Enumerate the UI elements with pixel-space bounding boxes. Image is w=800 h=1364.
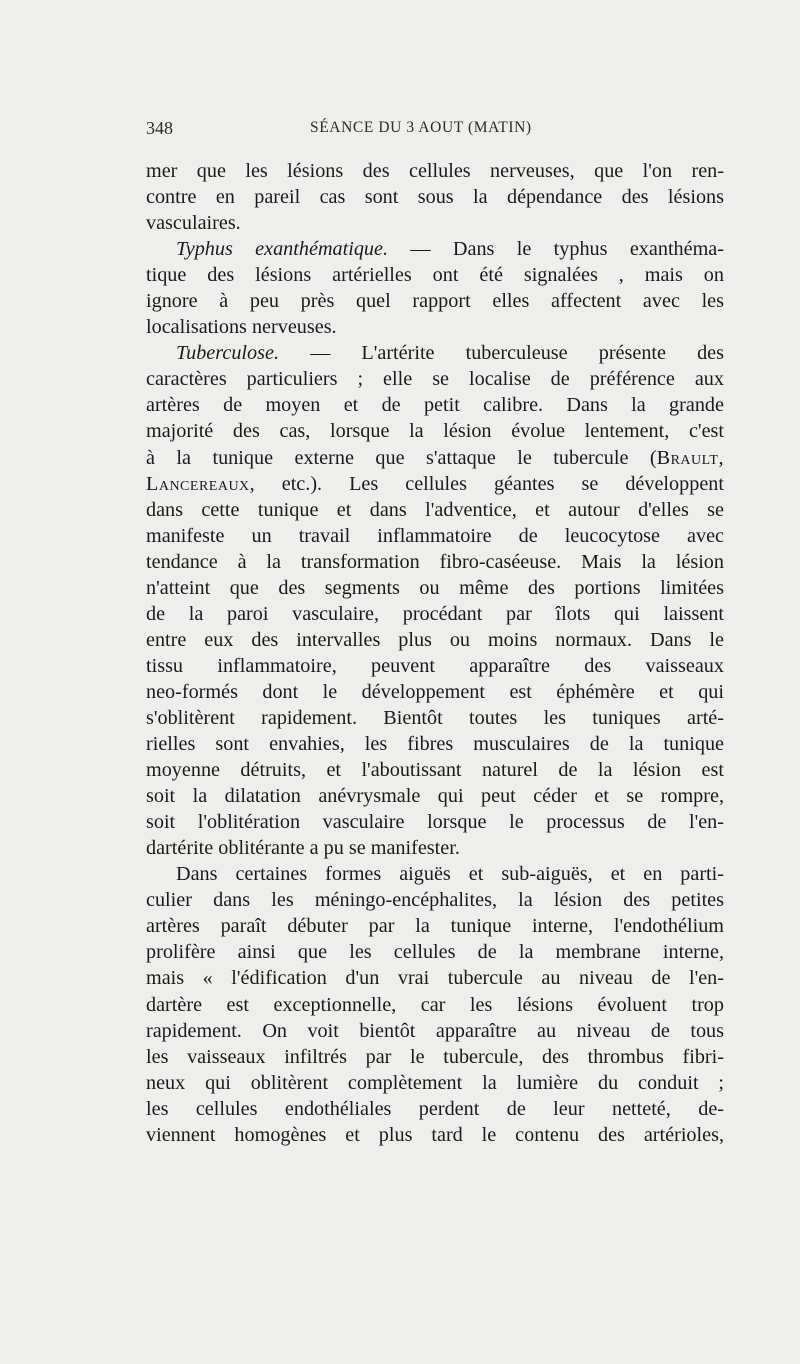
body-text xyxy=(146,158,724,1148)
page-header xyxy=(146,118,724,146)
text-line xyxy=(146,653,724,679)
text-line xyxy=(146,705,724,731)
line-text: majorité des cas, lorsque la lésion évolue lentement, c'est xyxy=(146,420,724,443)
line-text: — Dans le typhus exanthéma- xyxy=(388,238,724,261)
text-line xyxy=(146,1096,724,1122)
line-text: mer que les lésions des cellules nerveuses, que l'on ren- xyxy=(146,160,724,182)
text-line xyxy=(146,992,724,1018)
line-text: viennent homogènes et plus tard le contenu des artérioles, xyxy=(146,1123,724,1146)
text-line xyxy=(146,184,724,210)
line-text: les vaisseaux infiltrés par le tubercule, des thrombus fibri- xyxy=(146,1045,724,1068)
line-text: tique des lésions artérielles ont été signalées , mais on xyxy=(146,264,724,287)
line-text: vasculaires. xyxy=(146,212,241,235)
text-line xyxy=(146,1122,724,1148)
text-line xyxy=(146,835,724,861)
text-line xyxy=(146,965,724,991)
text-line xyxy=(146,262,724,288)
text-line xyxy=(146,601,724,627)
line-text: soit la dilatation anévrysmale qui peut céder et se rompre, xyxy=(146,785,724,808)
line-text: neux qui oblitèrent complètement la lumière du conduit ; xyxy=(146,1071,724,1094)
text-line xyxy=(146,236,724,262)
text-line xyxy=(146,158,724,184)
text-line xyxy=(146,679,724,705)
line-text: dartérite oblitérante a pu se manifester. xyxy=(146,837,460,860)
line-text: s'oblitèrent rapidement. Bientôt toutes les tuniques arté- xyxy=(146,706,724,729)
text-line xyxy=(146,340,724,366)
section-heading: Typhus exanthématique. xyxy=(176,238,389,261)
line-text: caractères particuliers ; elle se localise de préférence aux xyxy=(146,368,724,391)
text-line xyxy=(146,757,724,783)
line-text: rielles sont envahies, les fibres musculaires de la tunique xyxy=(146,733,724,756)
section-heading: Tuberculose. xyxy=(176,342,279,365)
text-line xyxy=(146,887,724,913)
text-line xyxy=(146,549,724,575)
text-line xyxy=(146,497,724,523)
author-name: Lancereaux xyxy=(146,472,250,495)
line-text: , etc.). Les cellules géantes se développent xyxy=(249,472,724,495)
text-line xyxy=(146,210,724,236)
line-text: à la tunique externe que s'attaque le tubercule ( xyxy=(146,446,657,469)
text-line xyxy=(146,783,724,809)
text-line xyxy=(146,627,724,653)
text-line xyxy=(146,913,724,939)
line-text: ignore à peu près quel rapport elles affectent avec les xyxy=(146,290,724,313)
line-text: artères paraît débuter par la tunique interne, l'endothélium xyxy=(146,915,724,938)
text-line xyxy=(146,1070,724,1096)
line-text: localisations nerveuses. xyxy=(146,316,337,339)
line-text: culier dans les méningo-encéphalites, la lésion des petites xyxy=(146,889,724,912)
text-line xyxy=(146,366,724,392)
text-line xyxy=(146,1018,724,1044)
text-line xyxy=(146,418,724,444)
line-text: Dans certaines formes aiguës et sub-aiguës, et en parti- xyxy=(176,863,724,886)
line-text: dans cette tunique et dans l'adventice, et autour d'elles se xyxy=(146,498,724,521)
text-line xyxy=(146,445,724,471)
line-text: neo-formés dont le développement est éphémère et qui xyxy=(146,680,724,703)
line-text: tendance à la transformation fibro-caséeuse. Mais la lésion xyxy=(146,550,724,573)
line-text: soit l'oblitération vasculaire lorsque le processus de l'en- xyxy=(146,811,724,834)
line-text: dartère est exceptionnelle, car les lésions évoluent trop xyxy=(146,993,724,1016)
text-line xyxy=(146,392,724,418)
line-text: les cellules endothéliales perdent de leur netteté, de- xyxy=(146,1097,724,1120)
text-line xyxy=(146,731,724,757)
line-text: entre eux des intervalles plus ou moins normaux. Dans le xyxy=(146,628,724,651)
line-text: tissu inflammatoire, peuvent apparaître des vaisseaux xyxy=(146,654,724,677)
running-head: SÉANCE DU 3 AOUT (MATIN) xyxy=(310,119,532,136)
line-text: mais « l'édification d'un vrai tubercule au niveau de l'en- xyxy=(146,967,724,990)
text-line xyxy=(146,1044,724,1070)
line-text: — L'artérite tuberculeuse présente des xyxy=(279,342,724,365)
line-text: rapidement. On voit bientôt apparaître au niveau de tous xyxy=(146,1019,724,1042)
line-text: prolifère ainsi que les cellules de la membrane interne, xyxy=(146,941,724,964)
text-line xyxy=(146,939,724,965)
line-text: moyenne détruits, et l'aboutissant naturel de la lésion est xyxy=(146,759,724,782)
text-line xyxy=(146,861,724,887)
text-line xyxy=(146,288,724,314)
text-line xyxy=(146,809,724,835)
text-line xyxy=(146,471,724,497)
line-text: artères de moyen et de petit calibre. Dans la grande xyxy=(146,394,724,417)
line-text: manifeste un travail inflammatoire de leucocytose avec xyxy=(146,524,724,547)
line-text: de la paroi vasculaire, procédant par îlots qui laissent xyxy=(146,602,724,625)
text-line xyxy=(146,314,724,340)
text-line xyxy=(146,523,724,549)
line-text: contre en pareil cas sont sous la dépendance des lésions xyxy=(146,186,724,209)
line-text: n'atteint que des segments ou même des portions limitées xyxy=(146,576,724,599)
page-number: 348 xyxy=(146,118,173,138)
text-line xyxy=(146,575,724,601)
author-name: Brault, xyxy=(656,446,724,469)
